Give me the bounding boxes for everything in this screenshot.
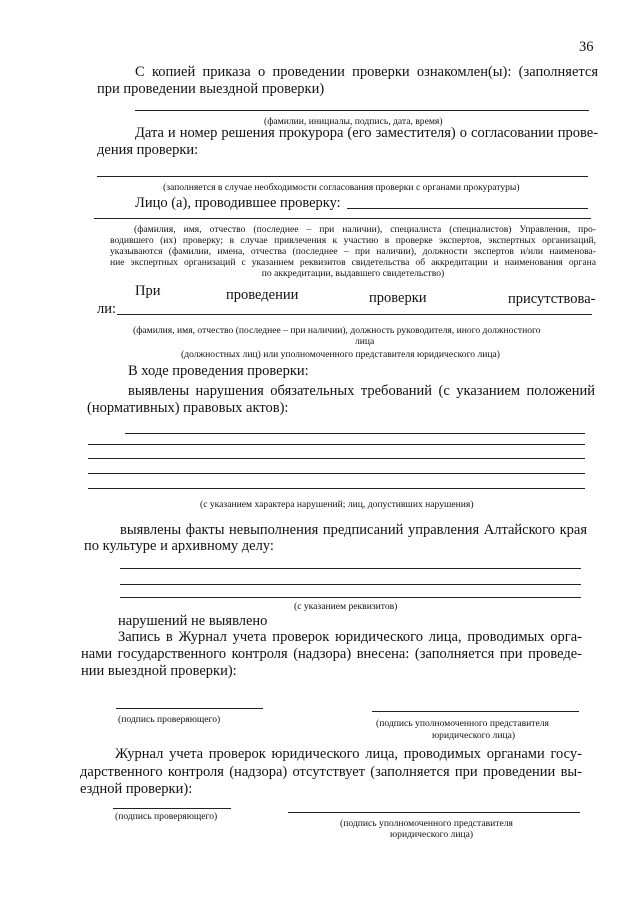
journal-representative-signature-line xyxy=(372,711,579,712)
present-line xyxy=(117,314,592,315)
present-word-2: проведении xyxy=(226,287,299,303)
violations-line-2 xyxy=(88,444,585,445)
present-line2: ли: xyxy=(97,301,117,317)
journal-record-line1: Запись в Журнал учета проверок юридического лица, проводимых орга- xyxy=(118,629,582,645)
violations-text-line2: (нормативных) правовых актов): xyxy=(87,400,289,416)
orders-line-3 xyxy=(120,597,581,598)
present-word-1: При xyxy=(135,283,161,299)
violations-line-5 xyxy=(88,488,585,489)
present-word-4: присутствова- xyxy=(508,291,596,307)
violations-line-4 xyxy=(88,473,585,474)
inspector-line-1 xyxy=(347,208,588,209)
orders-caption: (с указанием реквизитов) xyxy=(294,601,398,612)
no-violations-text: нарушений не выявлено xyxy=(118,613,268,629)
absent-representative-signature-line xyxy=(288,812,580,813)
journal-absent-line3: ездной проверки): xyxy=(80,781,193,797)
acquaintance-text-line2: при проведении выездной проверки) xyxy=(97,81,325,97)
inspector-caption-1: (фамилия, имя, отчество (последнее – при наличии), специалиста (специалистов) Управления, про- xyxy=(134,224,596,235)
journal-absent-line2: дарственного контроля (надзора) отсутствует (заполняется при проведении вы- xyxy=(80,764,582,780)
violations-caption: (с указанием характера нарушений; лиц, допустивших нарушения) xyxy=(200,499,474,510)
violations-text-line1: выявлены нарушения обязательных требований (с указанием положений xyxy=(128,383,595,399)
present-caption-2: лица xyxy=(355,336,375,347)
journal-absent-line1: Журнал учета проверок юридического лица, проводимых органами госу- xyxy=(115,746,582,762)
violations-line-1 xyxy=(125,433,585,434)
prosecutor-decision-caption: (заполняется в случае необходимости согласования проверки с органами прокуратуры) xyxy=(163,182,520,193)
inspector-caption-2: водившего (их) проверку; в случае привлечения к участию в проверке экспертов, экспертных организаций, xyxy=(110,235,596,246)
acquaintance-caption: (фамилии, инициалы, подпись, дата, время) xyxy=(264,116,443,127)
journal-record-line3: нии выездной проверки): xyxy=(81,663,237,679)
absent-inspector-caption: (подпись проверяющего) xyxy=(115,811,218,822)
present-word-3: проверки xyxy=(369,290,427,306)
journal-representative-caption-1: (подпись уполномоченного представителя xyxy=(376,718,549,729)
acquaintance-signature-line xyxy=(135,110,589,111)
prosecutor-decision-line2: дения проверки: xyxy=(97,142,199,158)
inspector-caption-3: указываются (фамилии, имена, отчества (последнее – при наличии), должности экспертов и/или наименова- xyxy=(110,246,596,257)
present-caption-3: (должностных лиц) или уполномоченного представителя юридического лица) xyxy=(181,349,501,360)
orders-line-1 xyxy=(120,568,581,569)
orders-text-line2: по культуре и архивному делу: xyxy=(84,538,274,554)
absent-representative-caption-2: юридического лица) xyxy=(390,829,474,840)
journal-representative-caption-2: юридического лица) xyxy=(432,730,516,741)
absent-inspector-signature-line xyxy=(113,808,231,809)
inspector-caption-5: по аккредитации, выдавшего свидетельство) xyxy=(261,268,445,279)
inspector-line-2 xyxy=(94,218,591,219)
prosecutor-decision-line1: Дата и номер решения прокурора (его заместителя) о согласовании прове- xyxy=(135,125,598,141)
absent-representative-caption-1: (подпись уполномоченного представителя xyxy=(340,818,513,829)
inspector-label: Лицо (а), проводившее проверку: xyxy=(135,195,341,211)
journal-record-line2: нами государственного контроля (надзора) внесена: (заполняется при проведе- xyxy=(81,646,582,662)
orders-line-2 xyxy=(120,584,581,585)
present-caption-1: (фамилия, имя, отчество (последнее – при наличии), должность руководителя, иного должностного xyxy=(133,325,541,336)
journal-inspector-caption: (подпись проверяющего) xyxy=(118,714,221,725)
prosecutor-decision-line xyxy=(97,176,588,177)
inspection-intro: В ходе проведения проверки: xyxy=(128,363,309,379)
orders-text-line1: выявлены факты невыполнения предписаний управления Алтайского края xyxy=(120,522,587,538)
acquaintance-text-line1: С копией приказа о проведении проверки ознакомлен(ы): (заполняется xyxy=(135,64,598,80)
violations-line-3 xyxy=(88,458,585,459)
page-number: 36 xyxy=(579,39,594,55)
journal-inspector-signature-line xyxy=(116,708,263,709)
inspector-caption-4: ние экспертных организаций с указанием реквизитов свидетельства об аккредитации и наименования органа xyxy=(110,257,596,268)
